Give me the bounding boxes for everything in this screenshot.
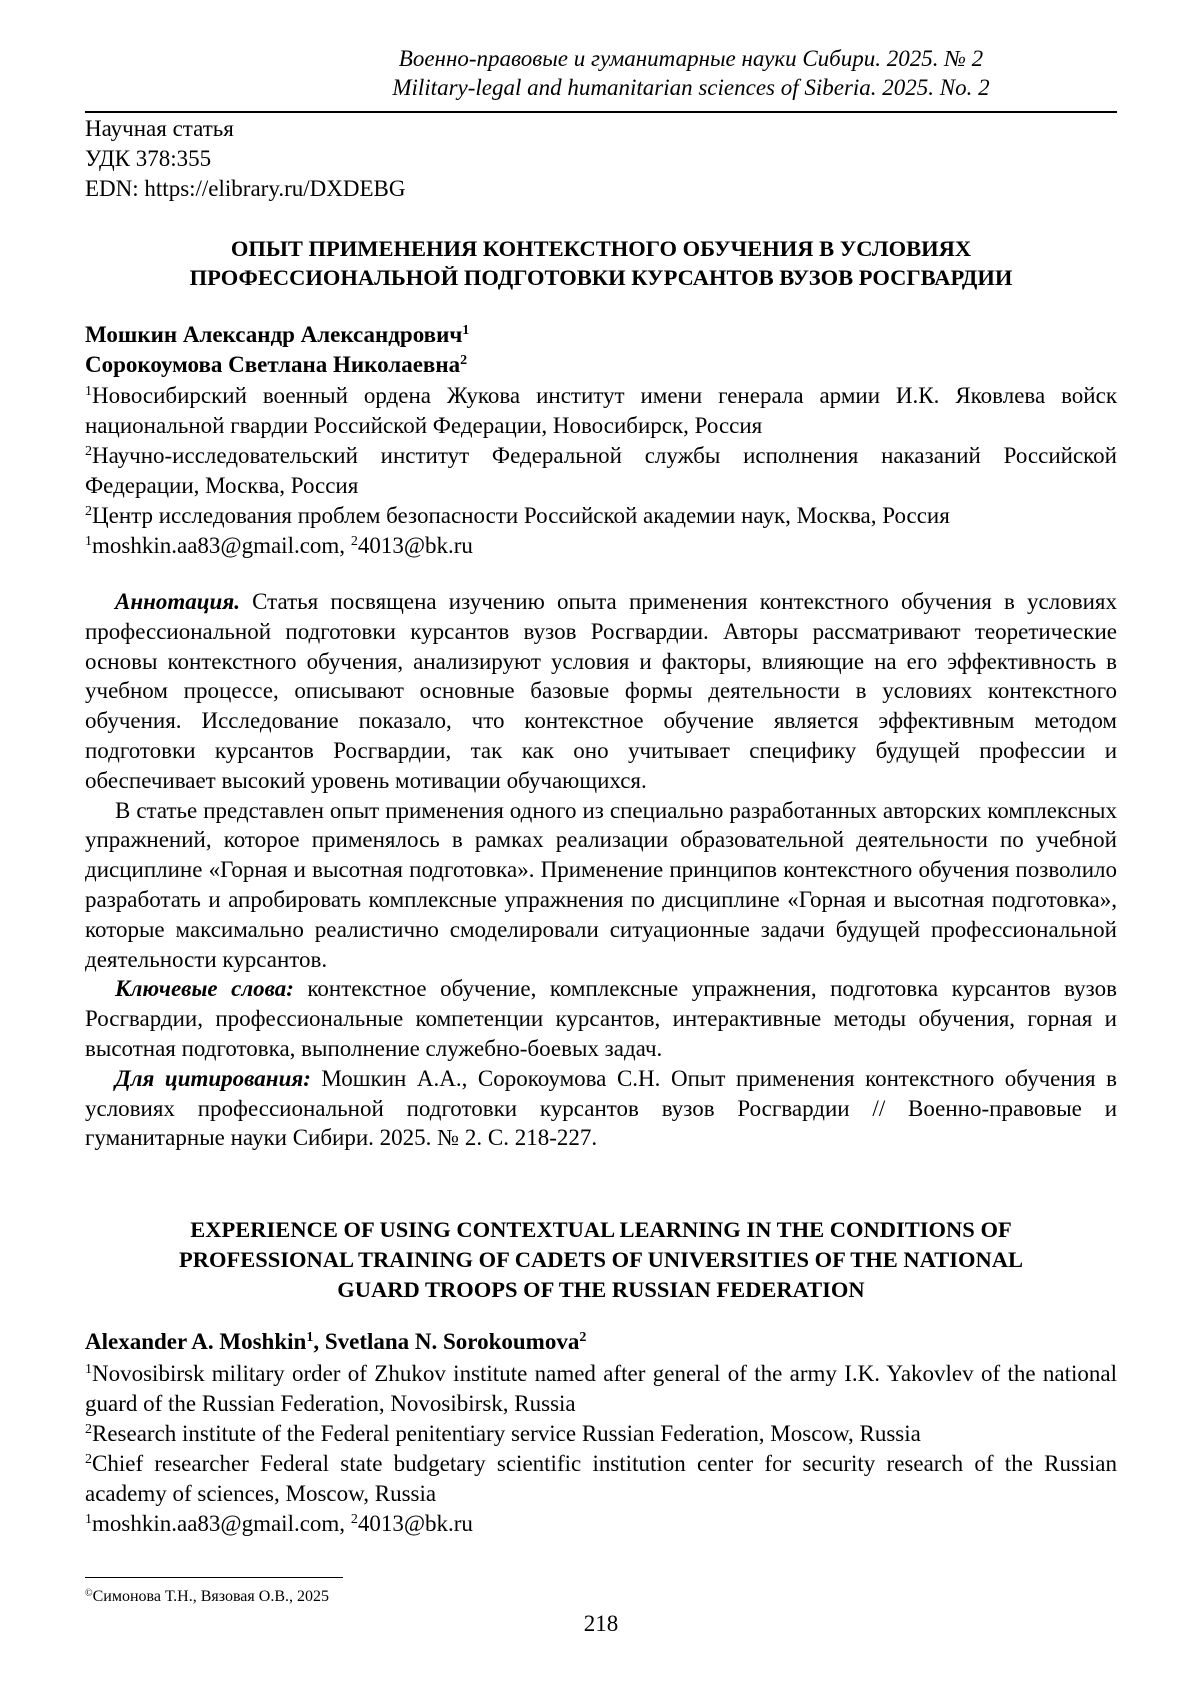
email-sup: 2 (350, 1512, 358, 1527)
affiliation-sup: 2 (85, 444, 92, 459)
email-sup: 1 (85, 534, 92, 549)
udc-code: УДК 378:355 (85, 146, 212, 171)
authors-en (85, 1327, 586, 1357)
citation-text: Мошкин А.А., Сорокоумова С.Н. Опыт применения контекстного обучения в условиях профессиональной подготовки курсантов вузов Росгвардии // Военно-правовые и гуманитарные науки Сибири. 2025. № 2. С. 218-227. (85, 1065, 1117, 1151)
journal-header (265, 44, 1117, 102)
affiliation-text: Научно-исследовательский институт Федеральной службы исполнения наказаний Российской Федерации, Москва, Россия (85, 443, 1117, 498)
author-name: Alexander A. Moshkin (85, 1329, 307, 1354)
footnote (85, 1587, 329, 1607)
author-separator: , (313, 1329, 325, 1354)
affiliation-text: Центр исследования проблем безопасности Российской академии наук, Москва, Россия (92, 503, 950, 528)
title-en-line: PROFESSIONAL TRAINING OF CADETS OF UNIVERSITIES OF THE NATIONAL (179, 1247, 1023, 1272)
citation-paragraph (85, 1064, 1117, 1153)
journal-title-ru: Военно-правовые и гуманитарные науки Сибири. 2025. № 2 (398, 46, 984, 71)
article-title-en (85, 1215, 1117, 1305)
affiliation-sup: 2 (85, 1422, 92, 1437)
edn-link[interactable]: EDN: https://elibrary.ru/DXDEBG (85, 176, 406, 201)
footnote-text: Симонова Т.Н., Вязовая О.В., 2025 (92, 1588, 329, 1605)
authors-ru (85, 320, 469, 380)
affiliation-text: Chief researcher Federal state budgetary scientific institution center for security research of the Russian academy of sciences, Moscow, Russia (85, 1451, 1117, 1506)
author-sup: 2 (460, 353, 468, 368)
abstract-paragraph (85, 587, 1117, 796)
affiliation-text: Новосибирский военный ордена Жукова институт имени генерала армии И.К. Яковлева войск национальной гвардии Российской Федерации, Новосибирск, Россия (85, 383, 1117, 438)
author-name: Мошкин Александр Александрович (85, 322, 463, 347)
affiliations-ru (85, 381, 1117, 561)
title-en-line: GUARD TROOPS OF THE RUSSIAN FEDERATION (337, 1277, 865, 1302)
email-sup: 1 (85, 1512, 92, 1527)
affiliation-text: Research institute of the Federal penitentiary service Russian Federation, Moscow, Russia (92, 1421, 921, 1446)
abstract-label: Аннотация. (115, 589, 240, 614)
affiliation-sup: 2 (85, 1452, 92, 1467)
title-en-line: EXPERIENCE OF USING CONTEXTUAL LEARNING IN THE CONDITIONS OF (190, 1217, 1012, 1242)
affiliation (85, 1359, 1117, 1419)
abstract-text: Статья посвящена изучению опыта применения контекстного обучения в условиях профессиональной подготовки курсантов вузов Росгвардии. Авторы рассматривают теоретические основы контекстного обучения, анализируют условия и факторы, влияющие на его эффективность в учебном процессе, описывают основные базовые формы деятельности в условиях контекстного обучения. Исследование показало, что контекстное обучение является эффективным методом подготовки курсантов Росгвардии, так как оно учитывает специфику будущей профессии и обеспечивает высокий уровень мотивации обучающихся. (85, 589, 1117, 793)
email-link[interactable]: 4013@bk.ru (357, 1511, 473, 1536)
author-ru (85, 350, 469, 380)
copyright-sup: © (85, 1588, 93, 1599)
email-sup: 2 (350, 534, 358, 549)
footnote-rule (85, 1577, 343, 1578)
citation-label: Для цитирования: (115, 1065, 311, 1091)
email-link[interactable]: moshkin.aa83@gmail.com, (92, 1511, 346, 1536)
abstract-section (85, 587, 1117, 1153)
title-ru-line: ОПЫТ ПРИМЕНЕНИЯ КОНТЕКСТНОГО ОБУЧЕНИЯ В УСЛОВИЯХ (230, 236, 972, 261)
author-sup: 1 (306, 1330, 314, 1345)
affiliation (85, 1419, 1117, 1449)
email-link[interactable]: 4013@bk.ru (357, 533, 473, 558)
keywords-label: Ключевые слова: (115, 976, 294, 1002)
email-link[interactable]: moshkin.aa83@gmail.com, (92, 533, 346, 558)
affiliation-sup: 1 (85, 1362, 92, 1377)
journal-title-en: Military-legal and humanitarian sciences of Siberia. 2025. No. 2 (392, 75, 990, 100)
article-title-ru (85, 234, 1117, 292)
article-meta (85, 114, 405, 204)
affiliation-sup: 1 (85, 384, 92, 399)
author-name: Svetlana N. Sorokoumova (324, 1329, 580, 1354)
title-ru-line: ПРОФЕССИОНАЛЬНОЙ ПОДГОТОВКИ КУРСАНТОВ ВУЗОВ РОСГВАРДИИ (189, 265, 1013, 290)
affiliation-sup: 2 (85, 504, 92, 519)
page-number: 218 (583, 1611, 619, 1636)
affiliation (85, 501, 1117, 531)
author-ru (85, 320, 469, 350)
email-line (85, 1509, 1117, 1539)
email-line (85, 531, 1117, 561)
author-sup: 1 (462, 323, 470, 338)
keywords-paragraph (85, 974, 1117, 1063)
author-sup: 2 (579, 1330, 587, 1345)
header-rule (85, 111, 1117, 113)
affiliation (85, 441, 1117, 501)
author-name: Сорокоумова Светлана Николаевна (85, 352, 461, 377)
affiliation-text: Novosibirsk military order of Zhukov institute named after general of the army I.K. Yakovlev of the national guard of the Russian Federation, Novosibirsk, Russia (85, 1361, 1117, 1416)
keywords-text: контекстное обучение, комплексные упражнения, подготовка курсантов вузов Росгвардии, профессиональные компетенции курсантов, интерактивные методы обучения, горная и высотная подготовка, выполнение служебно-боевых задач. (85, 976, 1117, 1061)
affiliation (85, 1449, 1117, 1509)
affiliation (85, 381, 1117, 441)
affiliations-en (85, 1359, 1117, 1539)
article-type: Научная статья (85, 116, 234, 141)
abstract-paragraph: В статье представлен опыт применения одного из специально разработанных авторских комплексных упражнений, которое применялось в рамках реализации образовательной деятельности по учебной дисциплине «Горная и высотная подготовка». Применение принципов контекстного обучения позволило разработать и апробировать комплексные упражнения по дисциплине «Горная и высотная подготовка», которые максимально реалистично смоделировали ситуационные задачи будущей профессиональной деятельности курсантов. (85, 797, 1117, 972)
